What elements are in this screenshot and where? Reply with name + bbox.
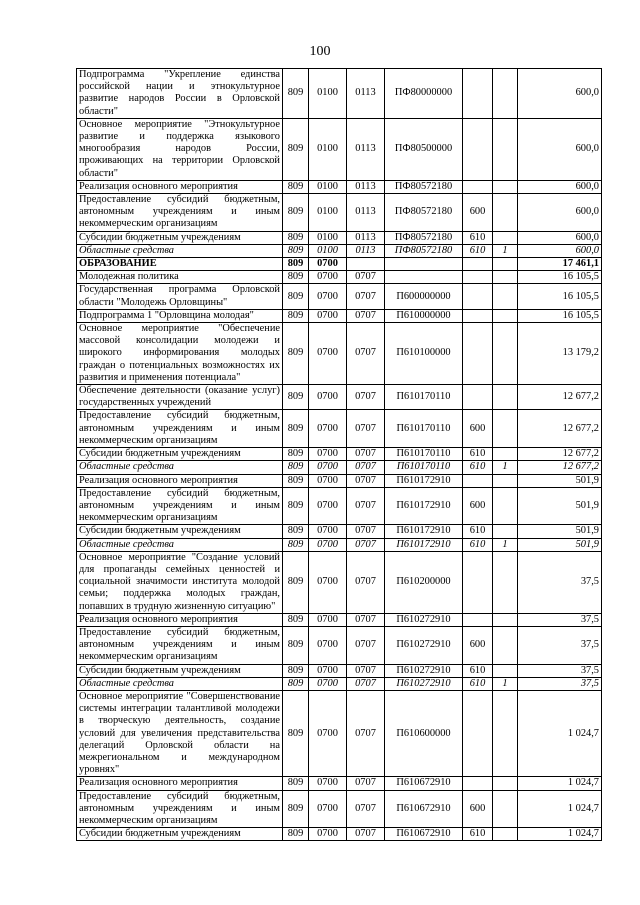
cell-funding-source (493, 487, 518, 525)
cell-expense-type (463, 777, 493, 790)
table-row (77, 271, 602, 284)
cell-subsection-code: 0707 (347, 448, 385, 461)
cell-subsection-code: 0707 (347, 309, 385, 322)
cell-funding-source (493, 664, 518, 677)
cell-amount: 501,9 (518, 487, 602, 525)
cell-amount: 600,0 (518, 231, 602, 244)
cell-expense-type: 610 (463, 664, 493, 677)
cell-target-code: П610100000 (385, 323, 463, 385)
cell-target-code: ПФ80572180 (385, 231, 463, 244)
cell-amount: 37,5 (518, 664, 602, 677)
table-row (77, 487, 602, 525)
cell-target-code: П610170110 (385, 461, 463, 474)
cell-target-code: П610170110 (385, 448, 463, 461)
cell-target-code: П610000000 (385, 309, 463, 322)
cell-target-code: ПФ80000000 (385, 69, 463, 119)
cell-administrator-code: 809 (283, 244, 309, 257)
cell-subsection-code: 0707 (347, 538, 385, 551)
cell-funding-source (493, 551, 518, 613)
cell-name: Областные средства (77, 244, 283, 257)
cell-name: Основное мероприятие "Обеспечение массовой консолидации молодежи и широкого информирования молодых граждан о потенциальных возможностях их развития и применения потенциала" (77, 323, 283, 385)
cell-amount: 12 677,2 (518, 385, 602, 410)
cell-target-code: ПФ80572180 (385, 244, 463, 257)
table-row (77, 474, 602, 487)
cell-target-code: П610272910 (385, 677, 463, 690)
cell-subsection-code: 0113 (347, 118, 385, 180)
cell-subsection-code: 0707 (347, 626, 385, 664)
table-row (77, 777, 602, 790)
cell-target-code (385, 258, 463, 271)
table-row (77, 284, 602, 309)
cell-section-code: 0700 (309, 538, 347, 551)
cell-name: Субсидии бюджетным учреждениям (77, 664, 283, 677)
cell-name: Подпрограмма 1 "Орловщина молодая" (77, 309, 283, 322)
cell-administrator-code: 809 (283, 448, 309, 461)
cell-expense-type (463, 118, 493, 180)
cell-administrator-code: 809 (283, 410, 309, 448)
table-row (77, 677, 602, 690)
cell-subsection-code: 0707 (347, 474, 385, 487)
cell-funding-source (493, 309, 518, 322)
cell-amount: 16 105,5 (518, 271, 602, 284)
cell-target-code: П610172910 (385, 487, 463, 525)
cell-funding-source: 1 (493, 538, 518, 551)
cell-target-code: П610600000 (385, 690, 463, 776)
cell-amount: 37,5 (518, 677, 602, 690)
cell-expense-type (463, 271, 493, 284)
cell-funding-source (493, 323, 518, 385)
cell-administrator-code: 809 (283, 474, 309, 487)
cell-name: Областные средства (77, 538, 283, 551)
cell-target-code: П610272910 (385, 626, 463, 664)
cell-amount: 600,0 (518, 180, 602, 193)
cell-section-code: 0700 (309, 309, 347, 322)
cell-section-code: 0700 (309, 677, 347, 690)
cell-subsection-code: 0707 (347, 385, 385, 410)
cell-name: Предоставление субсидий бюджетным, автономным учреждениям и иным некоммерческим организациям (77, 626, 283, 664)
cell-name: Реализация основного мероприятия (77, 474, 283, 487)
cell-target-code: ПФ80572180 (385, 180, 463, 193)
cell-funding-source (493, 194, 518, 232)
cell-administrator-code: 809 (283, 538, 309, 551)
table-row (77, 790, 602, 828)
cell-funding-source (493, 474, 518, 487)
cell-expense-type (463, 474, 493, 487)
cell-funding-source (493, 690, 518, 776)
cell-subsection-code: 0707 (347, 677, 385, 690)
cell-administrator-code: 809 (283, 385, 309, 410)
cell-name: Подпрограмма "Укрепление единства российской нации и этнокультурное развитие народов России в Орловской области" (77, 69, 283, 119)
cell-name: Реализация основного мероприятия (77, 180, 283, 193)
cell-subsection-code: 0113 (347, 231, 385, 244)
cell-section-code: 0700 (309, 448, 347, 461)
cell-funding-source: 1 (493, 677, 518, 690)
cell-amount: 37,5 (518, 626, 602, 664)
cell-administrator-code: 809 (283, 231, 309, 244)
cell-amount: 600,0 (518, 118, 602, 180)
cell-expense-type: 610 (463, 461, 493, 474)
cell-administrator-code: 809 (283, 309, 309, 322)
table-row (77, 461, 602, 474)
cell-administrator-code: 809 (283, 790, 309, 828)
cell-administrator-code: 809 (283, 194, 309, 232)
cell-administrator-code: 809 (283, 664, 309, 677)
cell-expense-type (463, 613, 493, 626)
cell-subsection-code: 0113 (347, 180, 385, 193)
cell-subsection-code: 0707 (347, 410, 385, 448)
cell-expense-type (463, 385, 493, 410)
cell-amount: 600,0 (518, 194, 602, 232)
cell-subsection-code: 0707 (347, 790, 385, 828)
cell-name: ОБРАЗОВАНИЕ (77, 258, 283, 271)
cell-subsection-code (347, 258, 385, 271)
cell-amount: 600,0 (518, 244, 602, 257)
cell-target-code (385, 271, 463, 284)
cell-target-code: П610272910 (385, 613, 463, 626)
cell-section-code: 0700 (309, 664, 347, 677)
cell-administrator-code: 809 (283, 284, 309, 309)
cell-subsection-code: 0707 (347, 664, 385, 677)
cell-administrator-code: 809 (283, 777, 309, 790)
cell-name: Реализация основного мероприятия (77, 777, 283, 790)
cell-target-code: П610672910 (385, 777, 463, 790)
cell-name: Предоставление субсидий бюджетным, автономным учреждениям и иным некоммерческим организациям (77, 790, 283, 828)
cell-section-code: 0700 (309, 323, 347, 385)
cell-section-code: 0100 (309, 118, 347, 180)
table-row (77, 118, 602, 180)
cell-subsection-code: 0113 (347, 69, 385, 119)
cell-expense-type (463, 180, 493, 193)
table-row (77, 448, 602, 461)
cell-amount: 16 105,5 (518, 284, 602, 309)
cell-administrator-code: 809 (283, 118, 309, 180)
cell-section-code: 0700 (309, 828, 347, 841)
cell-name: Субсидии бюджетным учреждениям (77, 525, 283, 538)
cell-expense-type: 600 (463, 194, 493, 232)
cell-administrator-code: 809 (283, 525, 309, 538)
cell-section-code: 0700 (309, 690, 347, 776)
cell-administrator-code: 809 (283, 626, 309, 664)
cell-section-code: 0700 (309, 271, 347, 284)
cell-section-code: 0700 (309, 258, 347, 271)
cell-amount: 501,9 (518, 525, 602, 538)
cell-section-code: 0700 (309, 385, 347, 410)
cell-subsection-code: 0707 (347, 777, 385, 790)
cell-name: Реализация основного мероприятия (77, 613, 283, 626)
cell-expense-type: 610 (463, 448, 493, 461)
table-row (77, 385, 602, 410)
cell-funding-source (493, 180, 518, 193)
cell-section-code: 0700 (309, 461, 347, 474)
table-row (77, 664, 602, 677)
cell-amount: 1 024,7 (518, 790, 602, 828)
cell-expense-type: 610 (463, 677, 493, 690)
cell-administrator-code: 809 (283, 258, 309, 271)
table-body (77, 69, 602, 841)
cell-administrator-code: 809 (283, 323, 309, 385)
cell-section-code: 0700 (309, 525, 347, 538)
cell-subsection-code: 0707 (347, 284, 385, 309)
cell-administrator-code: 809 (283, 487, 309, 525)
cell-name: Областные средства (77, 461, 283, 474)
cell-funding-source (493, 271, 518, 284)
cell-section-code: 0700 (309, 474, 347, 487)
cell-administrator-code: 809 (283, 271, 309, 284)
cell-section-code: 0700 (309, 284, 347, 309)
cell-expense-type (463, 258, 493, 271)
cell-name: Основное мероприятие "Совершенствование системы интеграции талантливой молодежи в творческую деятельность, создание условий для увеличения представительства делегаций Орловской области на межрегиональном и международном уровнях" (77, 690, 283, 776)
cell-funding-source (493, 258, 518, 271)
table-row (77, 194, 602, 232)
cell-administrator-code: 809 (283, 69, 309, 119)
cell-section-code: 0100 (309, 231, 347, 244)
cell-amount: 17 461,1 (518, 258, 602, 271)
cell-name: Субсидии бюджетным учреждениям (77, 231, 283, 244)
cell-expense-type: 610 (463, 828, 493, 841)
table-row (77, 180, 602, 193)
table-row (77, 538, 602, 551)
cell-funding-source (493, 118, 518, 180)
cell-amount: 37,5 (518, 613, 602, 626)
cell-name: Основное мероприятие "Этнокультурное развитие и поддержка языкового многообразия народов России, проживающих на территории Орловской области" (77, 118, 283, 180)
table-row (77, 69, 602, 119)
cell-target-code: П610172910 (385, 474, 463, 487)
cell-funding-source (493, 410, 518, 448)
cell-section-code: 0700 (309, 551, 347, 613)
table-row (77, 323, 602, 385)
table-row (77, 690, 602, 776)
cell-name: Субсидии бюджетным учреждениям (77, 448, 283, 461)
cell-target-code: П610172910 (385, 538, 463, 551)
cell-expense-type: 600 (463, 626, 493, 664)
cell-amount: 12 677,2 (518, 461, 602, 474)
cell-amount: 12 677,2 (518, 448, 602, 461)
cell-expense-type: 610 (463, 231, 493, 244)
cell-administrator-code: 809 (283, 690, 309, 776)
page-number: 100 (309, 44, 331, 59)
cell-amount: 16 105,5 (518, 309, 602, 322)
cell-section-code: 0100 (309, 69, 347, 119)
cell-expense-type: 610 (463, 244, 493, 257)
cell-expense-type: 610 (463, 538, 493, 551)
cell-target-code: ПФ80572180 (385, 194, 463, 232)
cell-funding-source: 1 (493, 244, 518, 257)
cell-expense-type (463, 323, 493, 385)
cell-subsection-code: 0707 (347, 487, 385, 525)
cell-name: Государственная программа Орловской области "Молодежь Орловщины" (77, 284, 283, 309)
cell-funding-source (493, 284, 518, 309)
cell-administrator-code: 809 (283, 461, 309, 474)
cell-section-code: 0700 (309, 790, 347, 828)
cell-expense-type: 600 (463, 790, 493, 828)
cell-name: Субсидии бюджетным учреждениям (77, 828, 283, 841)
cell-subsection-code: 0707 (347, 613, 385, 626)
cell-administrator-code: 809 (283, 180, 309, 193)
cell-section-code: 0100 (309, 180, 347, 193)
cell-amount: 13 179,2 (518, 323, 602, 385)
cell-amount: 1 024,7 (518, 690, 602, 776)
cell-expense-type (463, 690, 493, 776)
cell-subsection-code: 0113 (347, 244, 385, 257)
cell-name: Предоставление субсидий бюджетным, автономным учреждениям и иным некоммерческим организациям (77, 410, 283, 448)
cell-funding-source (493, 231, 518, 244)
table-row (77, 551, 602, 613)
cell-target-code: П610200000 (385, 551, 463, 613)
cell-subsection-code: 0707 (347, 828, 385, 841)
cell-target-code: П610172910 (385, 525, 463, 538)
cell-subsection-code: 0707 (347, 551, 385, 613)
table-row (77, 309, 602, 322)
cell-target-code: П600000000 (385, 284, 463, 309)
cell-subsection-code: 0707 (347, 690, 385, 776)
cell-amount: 600,0 (518, 69, 602, 119)
cell-administrator-code: 809 (283, 613, 309, 626)
table-row (77, 613, 602, 626)
cell-funding-source (493, 790, 518, 828)
table-row (77, 626, 602, 664)
table-row (77, 525, 602, 538)
cell-subsection-code: 0707 (347, 461, 385, 474)
cell-amount: 1 024,7 (518, 777, 602, 790)
table-row (77, 244, 602, 257)
cell-subsection-code: 0707 (347, 271, 385, 284)
cell-expense-type (463, 284, 493, 309)
cell-amount: 1 024,7 (518, 828, 602, 841)
cell-expense-type: 600 (463, 487, 493, 525)
cell-funding-source (493, 828, 518, 841)
cell-funding-source: 1 (493, 461, 518, 474)
cell-name: Обеспечение деятельности (оказание услуг) государственных учреждений (77, 385, 283, 410)
cell-subsection-code: 0707 (347, 323, 385, 385)
cell-expense-type (463, 551, 493, 613)
cell-administrator-code: 809 (283, 677, 309, 690)
cell-funding-source (493, 626, 518, 664)
table-row (77, 410, 602, 448)
cell-name: Областные средства (77, 677, 283, 690)
cell-section-code: 0700 (309, 777, 347, 790)
cell-amount: 501,9 (518, 474, 602, 487)
cell-amount: 501,9 (518, 538, 602, 551)
cell-target-code: П610672910 (385, 828, 463, 841)
cell-section-code: 0100 (309, 244, 347, 257)
cell-funding-source (493, 385, 518, 410)
cell-amount: 12 677,2 (518, 410, 602, 448)
table-row (77, 828, 602, 841)
cell-section-code: 0700 (309, 613, 347, 626)
cell-expense-type: 610 (463, 525, 493, 538)
cell-target-code: П610170110 (385, 410, 463, 448)
cell-administrator-code: 809 (283, 551, 309, 613)
cell-administrator-code: 809 (283, 828, 309, 841)
cell-expense-type (463, 69, 493, 119)
table-row (77, 231, 602, 244)
cell-section-code: 0100 (309, 194, 347, 232)
cell-name: Основное мероприятие "Создание условий для пропаганды семейных ценностей и социальной значимости института молодой семьи; поддержка молодых граждан, попавших в трудную жизненную ситуацию" (77, 551, 283, 613)
cell-target-code: ПФ80500000 (385, 118, 463, 180)
cell-expense-type (463, 309, 493, 322)
table-row (77, 258, 602, 271)
cell-section-code: 0700 (309, 487, 347, 525)
cell-funding-source (493, 613, 518, 626)
budget-table (76, 68, 602, 841)
cell-name: Предоставление субсидий бюджетным, автономным учреждениям и иным некоммерческим организациям (77, 487, 283, 525)
cell-target-code: П610272910 (385, 664, 463, 677)
cell-section-code: 0700 (309, 626, 347, 664)
cell-funding-source (493, 777, 518, 790)
cell-name: Предоставление субсидий бюджетным, автономным учреждениям и иным некоммерческим организациям (77, 194, 283, 232)
cell-subsection-code: 0707 (347, 525, 385, 538)
cell-section-code: 0700 (309, 410, 347, 448)
cell-name: Молодежная политика (77, 271, 283, 284)
cell-funding-source (493, 525, 518, 538)
cell-amount: 37,5 (518, 551, 602, 613)
cell-subsection-code: 0113 (347, 194, 385, 232)
cell-expense-type: 600 (463, 410, 493, 448)
cell-target-code: П610672910 (385, 790, 463, 828)
cell-target-code: П610170110 (385, 385, 463, 410)
cell-funding-source (493, 448, 518, 461)
cell-funding-source (493, 69, 518, 119)
